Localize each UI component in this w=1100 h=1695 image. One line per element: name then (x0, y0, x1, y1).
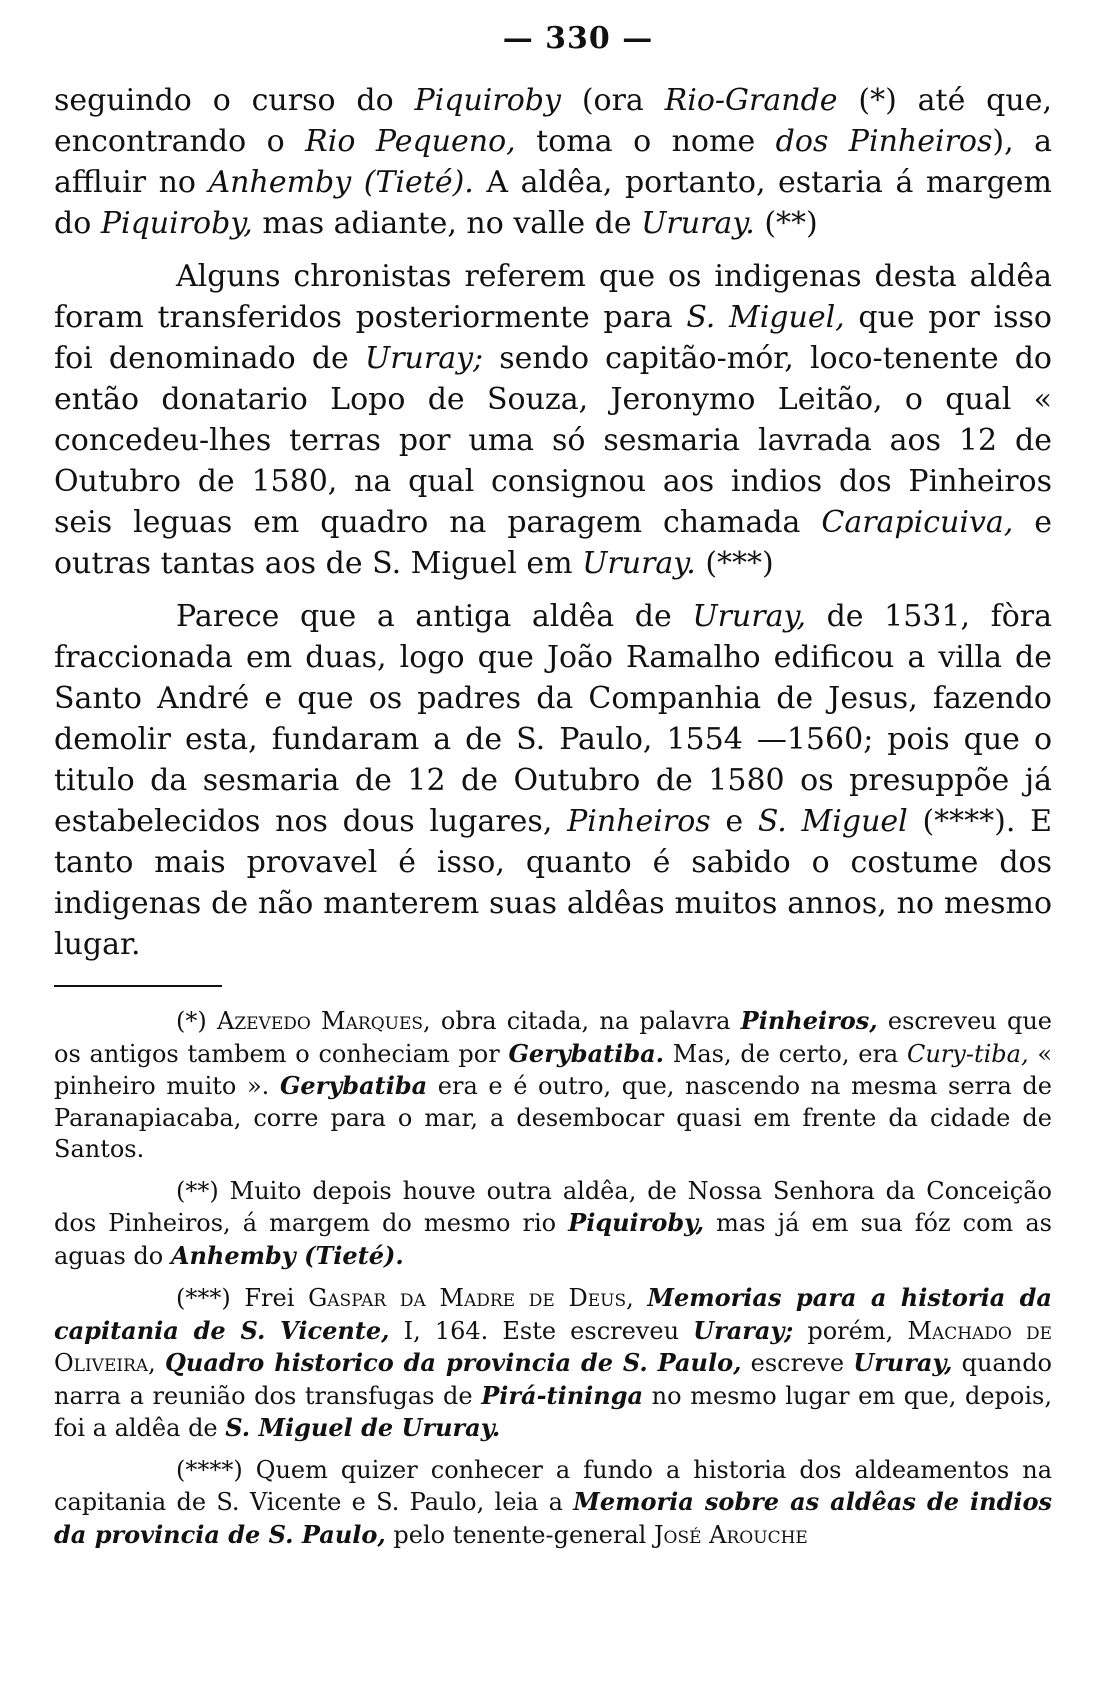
text-segment: obra citada, na palavra (430, 1007, 741, 1035)
text-segment: José Arouche (653, 1520, 808, 1549)
text-segment: Mas, de certo, era (664, 1039, 907, 1068)
text-segment: Anhemby (Tieté). (208, 165, 474, 200)
footnotes (54, 1005, 1052, 1551)
text-segment: porém, (793, 1316, 908, 1345)
text-segment: Carapicuiva, (821, 505, 1014, 540)
text-segment: Azevedo Marques, (216, 1007, 431, 1035)
paragraph (54, 596, 1052, 965)
text-segment: Pirá-tininga (481, 1380, 644, 1410)
text-segment: (**) Muito depois houve outra aldêa, de Nossa Senhora da Conceição dos Pinheiros, á margem do mesmo rio (54, 1176, 1052, 1237)
text-segment: I, 164. Este escreveu (389, 1316, 694, 1345)
text-segment: Memorias para a historia da capitania de S. Vicente, (54, 1283, 1052, 1345)
text-segment: Ururay. (582, 546, 696, 581)
text-segment: (*) (176, 1007, 217, 1035)
text-segment: S. Miguel de Ururay. (225, 1413, 501, 1442)
text-segment: Cury-tiba, (906, 1039, 1029, 1068)
text-segment: Ururay. (641, 206, 755, 241)
text-segment: Pinheiros (567, 804, 711, 839)
page-number: — 330 — (502, 21, 654, 56)
text-segment: de 1531, fòra fraccionada em duas, logo que João Ramalho edificou a villa de Santo André e que os padres da Companhia de Jesus, fazendo demolir esta, fundaram a de S. Paulo, 1554 —1560; pois que o titulo da sesmaria de 12 de Outubro de 1580 os presuppõe já estabelecidos nos dous lugares, (54, 599, 1052, 839)
text-segment: Anhemby (Tieté). (170, 1240, 404, 1270)
text-segment: Gerybatiba. (508, 1038, 665, 1068)
text-segment: (ora (560, 83, 665, 118)
text-segment: (*) até que, encontrando o (54, 83, 1052, 159)
text-segment: quando narra a reunião dos transfugas de (54, 1349, 1053, 1410)
text-segment: dos Pinheiros (775, 124, 993, 159)
text-segment: que por isso foi denominado de (54, 300, 1052, 376)
text-segment (156, 1349, 165, 1377)
text-segment: ), a affluir no (54, 124, 1052, 200)
paragraph (54, 256, 1052, 584)
text-segment: S. Miguel (757, 804, 908, 839)
text-segment: « pinheiro muito ». (54, 1039, 1053, 1100)
text-segment: Parece que a antiga aldêa de (176, 599, 693, 634)
text-segment: toma o nome (515, 124, 776, 159)
text-segment: Rio-Grande (664, 83, 838, 118)
text-segment: Gerybatiba (279, 1071, 428, 1100)
text-segment: Piquiroby (414, 83, 561, 118)
text-segment: Uraray; (693, 1315, 794, 1345)
text-segment: S. Miguel, (686, 300, 845, 335)
text-segment: Ururay, (692, 599, 806, 634)
text-segment: Piquiroby, (100, 206, 253, 241)
text-segment: escreve (741, 1349, 854, 1377)
text-segment: Piquiroby, (568, 1208, 705, 1237)
text-segment: no mesmo lugar em que, depois, foi a aldêa de (54, 1381, 1052, 1442)
text-segment: seguindo o curso do (54, 83, 415, 118)
text-segment: Pinheiros, (740, 1006, 878, 1035)
text-segment: mas adiante, no valle de (252, 206, 642, 241)
text-segment: Quadro historico da provincia de S. Paulo, (164, 1348, 742, 1377)
text-segment: e (710, 804, 758, 839)
text-segment: mas já em sua fóz com as aguas do (54, 1209, 1052, 1270)
text-segment: sendo capitão-mór, loco-tenente do então donatario Lopo de Souza, Jeronymo Leitão, o qual « concedeu-lhes terras por uma só sesmaria lavrada aos 12 de Outubro de 1580, na qual consignou aos indios dos Pinheiros seis leguas em quadro na paragem chamada (54, 341, 1052, 540)
text-segment (634, 1284, 648, 1312)
text-segment: Machado de Oliveira, (54, 1316, 1053, 1377)
paragraph (54, 80, 1052, 244)
main-text (54, 80, 1052, 965)
text-segment: A aldêa, portanto, estaria á margem do (54, 165, 1052, 241)
text-segment: Gaspar da Madre de Deus, (308, 1284, 634, 1312)
text-segment: pelo tenente-general (385, 1520, 654, 1549)
text-segment: Memoria sobre as aldêas de indios da provincia de S. Paulo, (54, 1487, 1053, 1549)
text-segment: escreveu que os antigos tambem o conheciam por (54, 1007, 1053, 1068)
footnote (54, 1282, 1052, 1445)
text-segment: (****) Quem quizer conhecer a fundo a historia dos aldeamentos na capitania de S. Vicente e S. Paulo, leia a (54, 1455, 1052, 1516)
footnote-separator (54, 985, 222, 987)
footnote (54, 1176, 1052, 1273)
text-segment: (**) (754, 206, 818, 241)
text-segment: Ururay; (364, 341, 484, 376)
text-segment: Ururay, (853, 1348, 953, 1377)
text-segment: era e é outro, que, nascendo na mesma serra de Paranapiacaba, corre para o mar, a desembocar quasi em frente da cidade de Santos. (54, 1072, 1053, 1163)
text-segment: (***) (695, 546, 774, 581)
text-segment: e outras tantas aos de S. Miguel em (54, 505, 1052, 581)
text-segment: (***) Frei (176, 1284, 309, 1312)
text-segment: (****). E tanto mais provavel é isso, quanto é sabido o costume dos indigenas de não manterem suas aldêas muitos annos, no mesmo lugar. (54, 804, 1053, 962)
text-segment: Alguns chronistas referem que os indigenas desta aldêa foram transferidos posteriormente para (54, 259, 1052, 335)
text-segment: Rio Pequeno, (305, 124, 516, 159)
footnote (54, 1005, 1052, 1166)
footnote (54, 1455, 1052, 1552)
